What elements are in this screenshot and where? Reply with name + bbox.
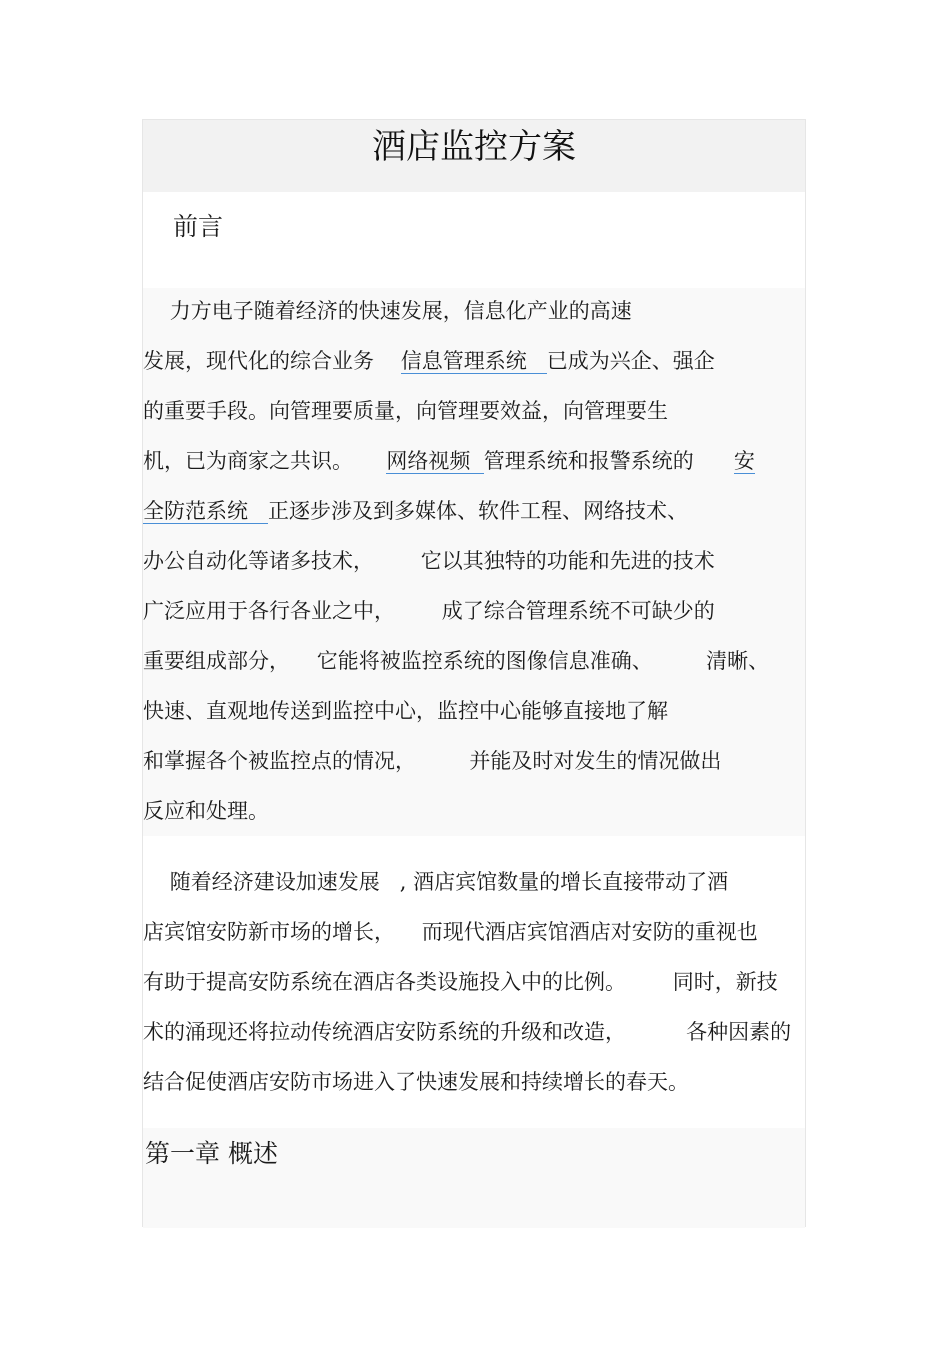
text-line: 快速、直观地传送到监控中心，监控中心能够直接地了解 bbox=[143, 699, 668, 723]
link-network-video[interactable]: 网络视频 bbox=[386, 449, 484, 473]
document-page bbox=[142, 119, 806, 1227]
link-security-system-start[interactable]: 安 bbox=[733, 449, 755, 473]
paragraph-preface bbox=[143, 288, 805, 836]
text-line: 重要组成部分， 它能将被监控系统的图像信息准确、 清晰、 bbox=[143, 649, 770, 673]
text-line: 力方电子随着经济的快速发展，信息化产业的高速 bbox=[143, 299, 632, 323]
text-line: 广泛应用于各行各业之中， 成了综合管理系统不可缺少的 bbox=[143, 599, 715, 623]
paragraph-market bbox=[143, 836, 805, 1128]
heading-preface: 前言 bbox=[173, 212, 224, 241]
text-line: 发展，现代化的综合业务 信息管理系统 已成为兴企、强企 bbox=[143, 349, 715, 373]
text-line: 和掌握各个被监控点的情况， 并能及时对发生的情况做出 bbox=[143, 749, 722, 773]
text-line: 的重要手段。向管理要质量，向管理要效益，向管理要生 bbox=[143, 399, 668, 423]
text-line: 机，已为商家之共识。 网络视频 管理系统和报警系统的 安 bbox=[143, 449, 755, 473]
text-line: 有助于提高安防系统在酒店各类设施投入中的比例。 同时，新技 bbox=[143, 970, 778, 994]
document-title: 酒店监控方案 bbox=[372, 127, 576, 167]
text-line: 反应和处理。 bbox=[143, 799, 269, 823]
chapter-band bbox=[143, 1128, 805, 1228]
link-info-management-system[interactable]: 信息管理系统 bbox=[400, 349, 547, 373]
text-line: 结合促使酒店安防市场进入了快速发展和持续增长的春天。 bbox=[143, 1070, 689, 1094]
text-line: 术的涌现还将拉动传统酒店安防系统的升级和改造， 各种因素的 bbox=[143, 1020, 792, 1044]
heading-chapter-1: 第一章 概述 bbox=[145, 1139, 278, 1168]
text-line: 随着经济建设加速发展 , 酒店宾馆数量的增长直接带动了酒 bbox=[143, 870, 729, 894]
text-line: 全防范系统 正逐步涉及到多媒体、软件工程、网络技术、 bbox=[143, 499, 689, 523]
title-band bbox=[143, 120, 805, 192]
text-line: 办公自动化等诸多技术， 它以其独特的功能和先进的技术 bbox=[143, 549, 715, 573]
text-line: 店宾馆安防新市场的增长， 而现代酒店宾馆酒店对安防的重视也 bbox=[143, 920, 758, 944]
link-security-system[interactable]: 全防范系统 bbox=[143, 499, 269, 523]
